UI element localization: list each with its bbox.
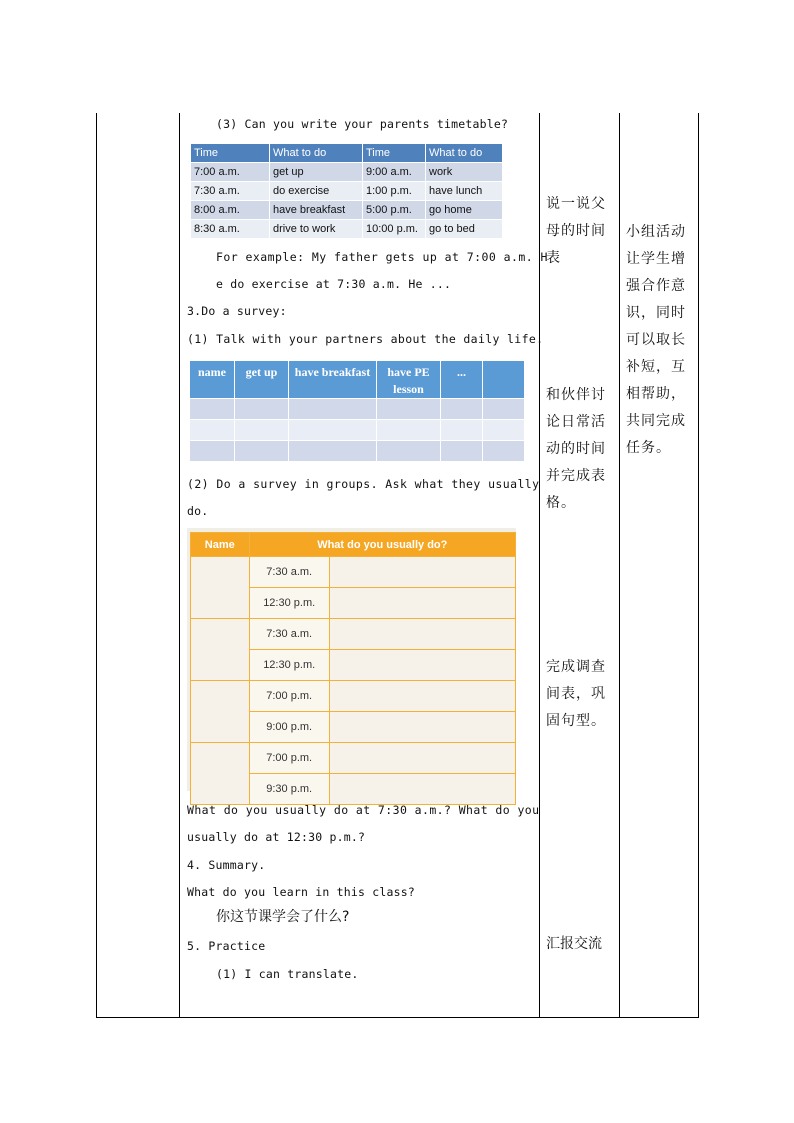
table-row bbox=[191, 681, 516, 712]
table-row bbox=[191, 163, 503, 182]
table-border-bottom bbox=[96, 1017, 699, 1018]
table-row bbox=[191, 201, 503, 220]
header-cell: Name bbox=[191, 533, 250, 557]
name-cell bbox=[191, 619, 250, 681]
table-header-row bbox=[190, 361, 525, 399]
table-cell: go home bbox=[426, 201, 503, 220]
answer-cell bbox=[329, 650, 515, 681]
survey-step-1: (1) Talk with your partners about the daily life. bbox=[187, 332, 544, 346]
table-cell: 10:00 p.m. bbox=[363, 220, 426, 239]
table-cell: 8:00 a.m. bbox=[191, 201, 270, 220]
answer-cell bbox=[329, 588, 515, 619]
time-cell: 7:30 a.m. bbox=[249, 557, 329, 588]
header-cell: name bbox=[190, 361, 235, 399]
answer-cell bbox=[329, 557, 515, 588]
header-cell: Time bbox=[191, 144, 270, 163]
table-header-row bbox=[191, 533, 516, 557]
table-border-col2 bbox=[179, 113, 180, 1018]
table-cell: 9:00 a.m. bbox=[363, 163, 426, 182]
table-row bbox=[191, 557, 516, 588]
table-border-col3 bbox=[539, 113, 540, 1018]
answer-cell bbox=[329, 774, 515, 805]
answer-cell bbox=[329, 681, 515, 712]
table-cell: do exercise bbox=[270, 182, 363, 201]
table-cell: have breakfast bbox=[270, 201, 363, 220]
table-cell: 5:00 p.m. bbox=[363, 201, 426, 220]
table-cell: work bbox=[426, 163, 503, 182]
header-cell: ... bbox=[441, 361, 483, 399]
header-cell: have breakfast bbox=[289, 361, 377, 399]
time-cell: 7:00 p.m. bbox=[249, 743, 329, 774]
table-cell: have lunch bbox=[426, 182, 503, 201]
design-purpose: 小组活动让学生增强合作意识，同时可以取长补短，互相帮助，共同完成任务。 bbox=[626, 224, 686, 456]
summary-title: 4. Summary. bbox=[187, 858, 266, 872]
survey-table bbox=[189, 360, 525, 462]
table-cell: go to bed bbox=[426, 220, 503, 239]
practice-title: 5. Practice bbox=[187, 939, 266, 953]
table-row bbox=[191, 182, 503, 201]
answer-cell bbox=[329, 619, 515, 650]
student-activity-2: 和伙伴讨论日常活动的时间并完成表格。 bbox=[546, 387, 606, 511]
header-cell: What to do bbox=[426, 144, 503, 163]
example-line-1: For example: My father gets up at 7:00 a.m. H bbox=[216, 250, 548, 264]
survey-step-2-line-1: (2) Do a survey in groups. Ask what they usually bbox=[187, 477, 540, 491]
table-cell: get up bbox=[270, 163, 363, 182]
header-cell: What do you usually do? bbox=[249, 533, 515, 557]
answer-cell bbox=[329, 743, 515, 774]
answer-cell bbox=[329, 712, 515, 743]
time-cell: 7:00 p.m. bbox=[249, 681, 329, 712]
time-cell: 9:00 p.m. bbox=[249, 712, 329, 743]
table-row bbox=[191, 220, 503, 239]
header-cell: Time bbox=[363, 144, 426, 163]
question-line-2: usually do at 12:30 p.m.? bbox=[187, 830, 366, 844]
parents-task: (3) Can you write your parents timetable? bbox=[216, 117, 509, 131]
parents-timetable bbox=[190, 143, 503, 239]
header-cell: What to do bbox=[270, 144, 363, 163]
name-cell bbox=[191, 681, 250, 743]
question-line-1: What do you usually do at 7:30 a.m.? What do you bbox=[187, 803, 540, 817]
student-activity-1: 说一说父母的时间表 bbox=[546, 196, 606, 266]
header-cell: get up bbox=[235, 361, 289, 399]
table-row bbox=[191, 619, 516, 650]
table-border-right bbox=[698, 113, 699, 1018]
table-cell: 7:30 a.m. bbox=[191, 182, 270, 201]
summary-chinese: 你这节课学会了什么? bbox=[216, 909, 350, 925]
time-cell: 9:30 p.m. bbox=[249, 774, 329, 805]
student-activity-4: 汇报交流 bbox=[546, 936, 602, 952]
time-cell: 12:30 p.m. bbox=[249, 588, 329, 619]
textbook-survey-image bbox=[187, 528, 516, 795]
table-cell: 8:30 a.m. bbox=[191, 220, 270, 239]
example-line-2: e do exercise at 7:30 a.m. He ... bbox=[216, 277, 452, 291]
name-cell bbox=[191, 743, 250, 805]
table-border-col4 bbox=[619, 113, 620, 1018]
student-activity-3: 完成调查间表，巩固句型。 bbox=[546, 659, 606, 729]
time-cell: 12:30 p.m. bbox=[249, 650, 329, 681]
table-header-row bbox=[191, 144, 503, 163]
table-cell: 7:00 a.m. bbox=[191, 163, 270, 182]
table-row bbox=[190, 399, 525, 420]
header-cell bbox=[483, 361, 525, 399]
practice-step-1: (1) I can translate. bbox=[216, 967, 359, 981]
header-cell: have PE lesson bbox=[377, 361, 441, 399]
textbook-survey-table bbox=[190, 532, 516, 805]
table-row bbox=[190, 420, 525, 441]
table-cell: 1:00 p.m. bbox=[363, 182, 426, 201]
name-cell bbox=[191, 557, 250, 619]
survey-step-2-line-2: do. bbox=[187, 504, 209, 518]
table-cell: drive to work bbox=[270, 220, 363, 239]
table-row bbox=[191, 743, 516, 774]
table-border-left bbox=[96, 113, 97, 1018]
time-cell: 7:30 a.m. bbox=[249, 619, 329, 650]
summary-question: What do you learn in this class? bbox=[187, 885, 415, 899]
survey-title: 3.Do a survey: bbox=[187, 304, 287, 318]
table-row bbox=[190, 441, 525, 462]
